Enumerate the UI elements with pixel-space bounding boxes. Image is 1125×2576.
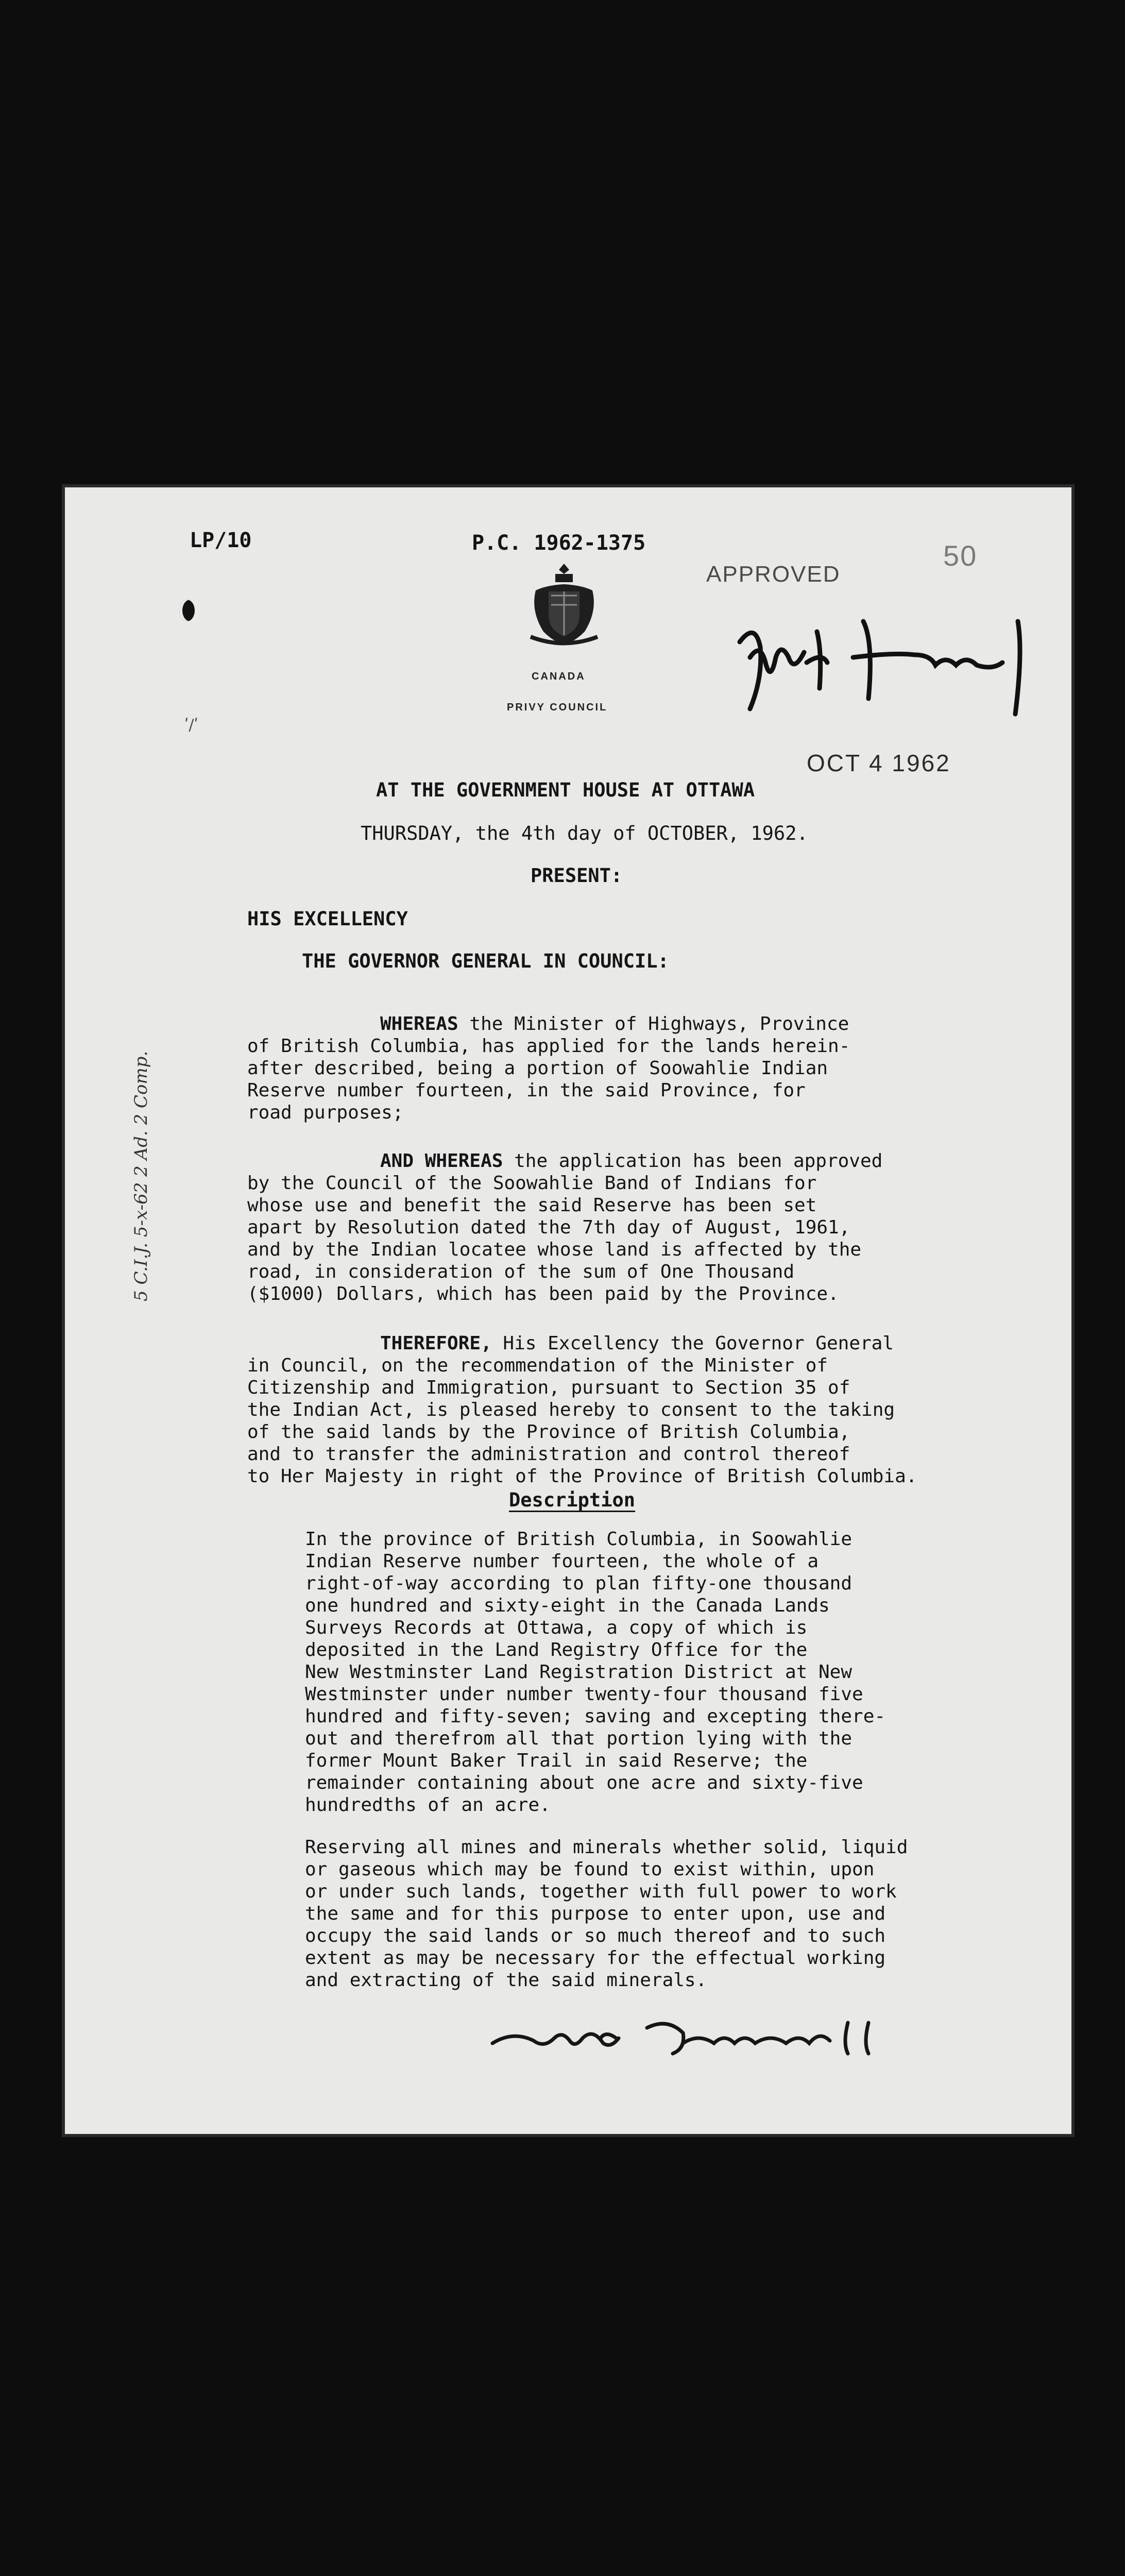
description-line: right-of-way according to plan fifty-one thousand	[305, 1573, 853, 1594]
description-line: In the province of British Columbia, in Soowahlie	[305, 1529, 853, 1550]
description-line: and extracting of the said minerals.	[305, 1970, 707, 1991]
paragraph-line: apart by Resolution dated the 7th day of August, 1961,	[247, 1217, 850, 1238]
description-line: the same and for this purpose to enter upon, use and	[305, 1903, 886, 1924]
addressee-line-1: HIS EXCELLENCY	[247, 908, 408, 930]
description-line: former Mount Baker Trail in said Reserve; the	[305, 1750, 808, 1771]
description-line: or under such lands, together with full power to work	[305, 1881, 897, 1902]
description-paragraph-2	[305, 1836, 908, 1991]
paragraph-line: after described, being a portion of Soowahlie Indian	[247, 1058, 828, 1079]
paragraph-line: Citizenship and Immigration, pursuant to Section 35 of	[247, 1377, 850, 1398]
paragraph-line: Reserve number fourteen, in the said Province, for	[247, 1080, 806, 1101]
description-line: one hundred and sixty-eight in the Canada Lands	[305, 1595, 830, 1616]
description-line: remainder containing about one acre and sixty-five	[305, 1772, 863, 1793]
paragraph-line: and by the Indian locatee whose land is affected by the	[247, 1239, 862, 1260]
addressee-line-2: THE GOVERNOR GENERAL IN COUNCIL:	[302, 950, 669, 972]
paragraph-line: THEREFORE, His Excellency the Governor General	[380, 1333, 894, 1354]
page-stamp-number: 50	[943, 539, 978, 572]
paragraph-line: AND WHEREAS the application has been approved	[380, 1150, 883, 1172]
coat-of-arms-icon	[525, 560, 603, 647]
document-page	[65, 487, 1071, 2134]
whereas-paragraph	[247, 1013, 850, 1124]
paragraph-line: the Indian Act, is pleased hereby to consent to the taking	[247, 1399, 895, 1420]
paragraph-line: in Council, on the recommendation of the Minister of	[247, 1355, 828, 1376]
and-whereas-paragraph	[247, 1150, 882, 1305]
paragraph-line: road purposes;	[247, 1102, 404, 1123]
description-line: deposited in the Land Registry Office for the	[305, 1639, 808, 1660]
paragraph-line: of British Columbia, has applied for the lands herein-	[247, 1036, 850, 1057]
clerk-signature	[487, 2012, 910, 2069]
description-line: out and therefrom all that portion lying with the	[305, 1728, 853, 1749]
paragraph-line: of the said lands by the Province of British Columbia,	[247, 1421, 850, 1443]
approved-stamp: APPROVED	[706, 562, 841, 587]
description-line: Westminster under number twenty-four thousand five	[305, 1684, 863, 1705]
paragraph-line: road, in consideration of the sum of One Thousand	[247, 1261, 795, 1282]
description-line: New Westminster Land Registration District at New	[305, 1662, 853, 1683]
therefore-paragraph	[247, 1332, 917, 1487]
margin-annotation: 5 C.I.J. 5-x-62 2 Ad. 2 Comp.	[131, 1050, 151, 1301]
paragraph-line: by the Council of the Soowahlie Band of Indians for	[247, 1173, 817, 1194]
paragraph-line: ($1000) Dollars, which has been paid by the Province.	[247, 1283, 839, 1304]
date-line: THURSDAY, the 4th day of OCTOBER, 1962.	[361, 822, 808, 844]
description-heading: Description	[509, 1489, 636, 1511]
description-line: Surveys Records at Ottawa, a copy of which is	[305, 1617, 808, 1638]
paragraph-line: whose use and benefit the said Reserve has been set	[247, 1195, 817, 1216]
description-paragraph-1	[305, 1528, 885, 1816]
crest-caption-canada: CANADA	[532, 671, 586, 682]
present-heading: PRESENT:	[531, 865, 623, 887]
description-line: occupy the said lands or so much thereof and to such	[305, 1925, 886, 1946]
paragraph-line: WHEREAS the Minister of Highways, Province	[380, 1013, 849, 1035]
description-line: hundred and fifty-seven; saving and excepting there-	[305, 1706, 886, 1727]
paragraph-line: and to transfer the administration and control thereof	[247, 1444, 850, 1465]
description-line: hundredths of an acre.	[305, 1794, 551, 1816]
paragraph-line: to Her Majesty in right of the Province of British Columbia.	[247, 1466, 917, 1487]
place-line: AT THE GOVERNMENT HOUSE AT OTTAWA	[376, 779, 755, 801]
description-line: or gaseous which may be found to exist within, upon	[305, 1859, 875, 1880]
punch-hole	[179, 600, 195, 621]
file-reference: LP/10	[190, 529, 252, 552]
description-line: Indian Reserve number fourteen, the whole of a	[305, 1551, 819, 1572]
order-number: P.C. 1962-1375	[472, 531, 646, 555]
crest-caption-privy-council: PRIVY COUNCIL	[507, 702, 608, 713]
date-stamp: OCT 4 1962	[807, 750, 951, 776]
description-line: Reserving all mines and minerals whether solid, liquid	[305, 1837, 908, 1858]
approval-signature	[729, 601, 1059, 719]
margin-mark: ʹ/ʹ	[184, 716, 198, 734]
description-line: extent as may be necessary for the effectual working	[305, 1947, 886, 1969]
